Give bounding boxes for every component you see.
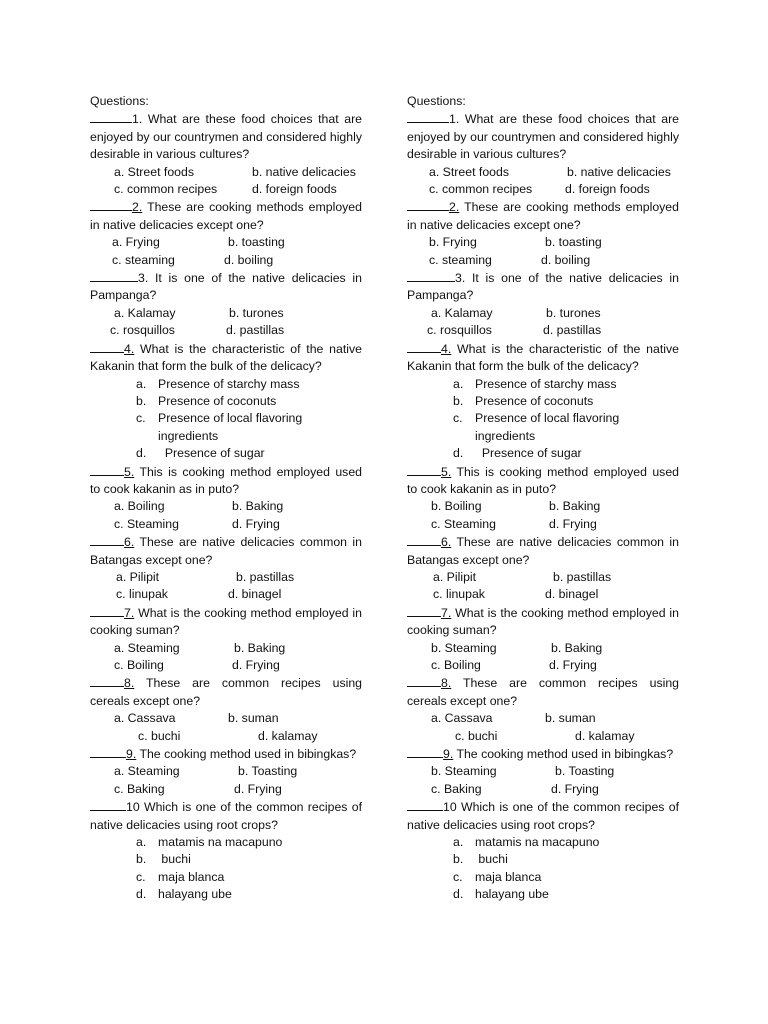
answer-blank — [407, 269, 455, 282]
question-4-options — [90, 376, 362, 463]
question-9-options — [407, 763, 679, 780]
question-7-options — [407, 640, 679, 657]
question-10-options — [90, 834, 362, 904]
question-7: 7. What is the cooking method employed in cooking suman? — [90, 605, 362, 638]
question-5-options — [407, 516, 679, 533]
option: b. Baking — [551, 640, 603, 655]
option: d. Frying — [234, 781, 282, 796]
option: c. Presence of local flavoring ingredients — [136, 411, 303, 443]
option: b. pastillas — [236, 569, 295, 584]
answer-blank — [90, 798, 126, 811]
option: c. Steaming — [114, 516, 179, 531]
option: a. Street foods — [429, 164, 509, 179]
option: b. Boiling — [431, 499, 482, 514]
option: a. Pilipit — [116, 569, 160, 584]
answer-blank — [407, 798, 443, 811]
option: c. Boiling — [431, 658, 481, 672]
option: c. maja blanca — [453, 869, 542, 884]
option: b. suman — [228, 711, 279, 726]
option: d. binagel — [228, 587, 282, 602]
question-2: 2. These are cooking methods employed in native delicacies except one? — [90, 200, 362, 232]
quiz-column-left — [90, 93, 362, 904]
question-5-options — [90, 498, 362, 515]
option: a. Presence of starchy mass — [136, 376, 300, 391]
option: b. suman — [545, 711, 596, 726]
option: d. Frying — [549, 516, 597, 531]
answer-blank — [90, 533, 124, 546]
question-5-options — [90, 516, 362, 533]
option: c. Baking — [114, 781, 165, 796]
question-3-options — [90, 322, 362, 339]
question-7-options — [90, 657, 362, 674]
question-9: 9. The cooking method used in bibingkas? — [407, 745, 679, 763]
question-1-options — [90, 164, 362, 181]
question-8-options — [407, 710, 679, 727]
option: d. foreign foods — [252, 182, 337, 197]
option: a. Cassava — [114, 711, 176, 726]
option: a. Presence of starchy mass — [453, 376, 617, 391]
option: d. binagel — [545, 587, 599, 602]
answer-blank — [90, 110, 132, 123]
option: c. buchi — [138, 728, 181, 743]
question-2-options — [407, 252, 679, 269]
option: b. Baking — [549, 499, 601, 514]
answer-blank — [407, 604, 441, 617]
option: c. Presence of local flavoring ingredients — [453, 411, 620, 443]
question-6-options — [90, 569, 362, 586]
option: d. boiling — [224, 252, 274, 267]
option: d. pastillas — [543, 323, 602, 338]
option: d. kalamay — [258, 728, 318, 743]
question-6-options — [407, 586, 679, 603]
option: c. linupak — [116, 587, 168, 602]
answer-blank — [90, 463, 124, 476]
question-3-options — [407, 305, 679, 322]
question-1: 1. What are these food choices that are enjoyed by our countrymen and considered highly desirable in various cultures? — [407, 112, 679, 162]
option: d. Frying — [232, 658, 280, 672]
option: c. buchi — [455, 728, 498, 743]
answer-blank — [407, 674, 441, 687]
question-5: 5. This is cooking method employed used to cook kakanin as in puto? — [90, 464, 362, 496]
option: c. Steaming — [431, 516, 496, 531]
option: a. Cassava — [431, 711, 493, 726]
option: d. foreign foods — [565, 182, 650, 197]
option: d. halayang ube — [453, 887, 549, 902]
question-9-options — [90, 781, 362, 798]
answer-blank — [407, 533, 441, 546]
option: c. linupak — [433, 587, 485, 602]
option: c. common recipes — [429, 182, 533, 197]
questions-heading: Questions: — [90, 94, 149, 108]
option: a. Steaming — [114, 640, 180, 655]
question-2: 2. These are cooking methods employed in native delicacies except one? — [407, 200, 679, 232]
option: c. steaming — [112, 252, 175, 267]
option: d. kalamay — [575, 728, 635, 743]
question-9-options — [407, 781, 679, 798]
option: a. Pilipit — [433, 569, 477, 584]
option: c. Baking — [431, 781, 482, 796]
question-1: 1. What are these food choices that are enjoyed by our countrymen and considered highly desirable in various cultures? — [90, 112, 362, 162]
option: b. Presence of coconuts — [136, 393, 277, 408]
question-2-options — [90, 234, 362, 251]
option: c. rosquillos — [427, 323, 492, 338]
option: a. Kalamay — [114, 305, 176, 320]
option: b. buchi — [136, 852, 191, 867]
question-2-options — [407, 234, 679, 251]
question-7-options — [90, 640, 362, 657]
option: c. common recipes — [114, 182, 218, 197]
question-3: 3. It is one of the native delicacies in Pampanga? — [90, 271, 362, 303]
answer-blank — [90, 674, 124, 687]
question-8: 8. These are common recipes using cereals except one? — [407, 676, 679, 708]
option: a. matamis na macapuno — [453, 835, 600, 850]
option: b. buchi — [453, 852, 508, 867]
question-10: 10 Which is one of the common recipes of native delicacies using root crops? — [407, 800, 679, 832]
option: b. Toasting — [238, 764, 298, 779]
question-3-options — [407, 322, 679, 339]
question-10-options — [407, 834, 679, 904]
question-1-options — [407, 164, 679, 181]
option: d. pastillas — [226, 323, 285, 338]
question-6: 6. These are native delicacies common in Batangas except one? — [407, 535, 679, 567]
option: c. maja blanca — [136, 869, 225, 884]
question-7: 7. What is the cooking method employed in cooking suman? — [407, 605, 679, 638]
option: b. Presence of coconuts — [453, 393, 594, 408]
option: b. toasting — [228, 235, 285, 250]
option: a. Kalamay — [431, 305, 493, 320]
quiz-column-right — [407, 93, 679, 904]
option: d. halayang ube — [136, 887, 232, 902]
option: a. Steaming — [114, 764, 180, 779]
question-4: 4. What is the characteristic of the native Kakanin that form the bulk of the delicacy? — [407, 341, 679, 374]
answer-blank — [90, 604, 124, 617]
option: b. Frying — [429, 235, 477, 250]
question-8-options — [407, 728, 679, 745]
questions-heading: Questions: — [407, 94, 466, 108]
answer-blank — [90, 340, 124, 353]
question-2-options — [90, 252, 362, 269]
option: d. Presence of sugar — [453, 446, 582, 461]
answer-blank — [407, 745, 443, 758]
option: c. rosquillos — [110, 323, 175, 338]
option: c. steaming — [429, 252, 492, 267]
question-3-options — [90, 305, 362, 322]
question-8-options — [90, 710, 362, 727]
question-9: 9. The cooking method used in bibingkas? — [90, 745, 362, 763]
question-9-options — [90, 763, 362, 780]
answer-blank — [90, 269, 138, 282]
question-10: 10 Which is one of the common recipes of native delicacies using root crops? — [90, 800, 362, 832]
option: d. Frying — [232, 516, 280, 531]
option: b. turones — [229, 305, 284, 320]
option: c. Boiling — [114, 658, 164, 672]
option: b. toasting — [545, 235, 602, 250]
question-7-options — [407, 657, 679, 674]
option: b. native delicacies — [252, 164, 356, 179]
answer-blank — [407, 110, 449, 123]
answer-blank — [407, 340, 441, 353]
question-8-options — [90, 728, 362, 745]
answer-blank — [90, 198, 132, 211]
question-4: 4. What is the characteristic of the native Kakanin that form the bulk of the delicacy? — [90, 341, 362, 374]
question-5: 5. This is cooking method employed used to cook kakanin as in puto? — [407, 464, 679, 496]
option: d. boiling — [541, 252, 591, 267]
option: b. Toasting — [555, 764, 615, 779]
option: a. matamis na macapuno — [136, 835, 283, 850]
option: b. Steaming — [431, 764, 497, 779]
option: b. pastillas — [553, 569, 612, 584]
answer-blank — [407, 463, 441, 476]
question-1-options — [90, 181, 362, 198]
question-1-options — [407, 181, 679, 198]
question-6-options — [90, 586, 362, 603]
option: b. Steaming — [431, 640, 497, 655]
option: b. native delicacies — [567, 164, 671, 179]
question-3: 3. It is one of the native delicacies in Pampanga? — [407, 271, 679, 303]
option: a. Street foods — [114, 164, 194, 179]
option: b. turones — [546, 305, 601, 320]
option: d. Frying — [551, 781, 599, 796]
option: a. Boiling — [114, 499, 165, 514]
option: b. Baking — [234, 640, 286, 655]
question-8: 8. These are common recipes using cereals except one? — [90, 676, 362, 708]
question-6-options — [407, 569, 679, 586]
option: a. Frying — [112, 235, 160, 250]
answer-blank — [407, 198, 449, 211]
option: d. Presence of sugar — [136, 446, 265, 461]
option: b. Baking — [232, 499, 284, 514]
question-6: 6. These are native delicacies common in Batangas except one? — [90, 535, 362, 567]
answer-blank — [90, 745, 126, 758]
option: d. Frying — [549, 658, 597, 672]
question-4-options — [407, 376, 679, 463]
question-5-options — [407, 498, 679, 515]
